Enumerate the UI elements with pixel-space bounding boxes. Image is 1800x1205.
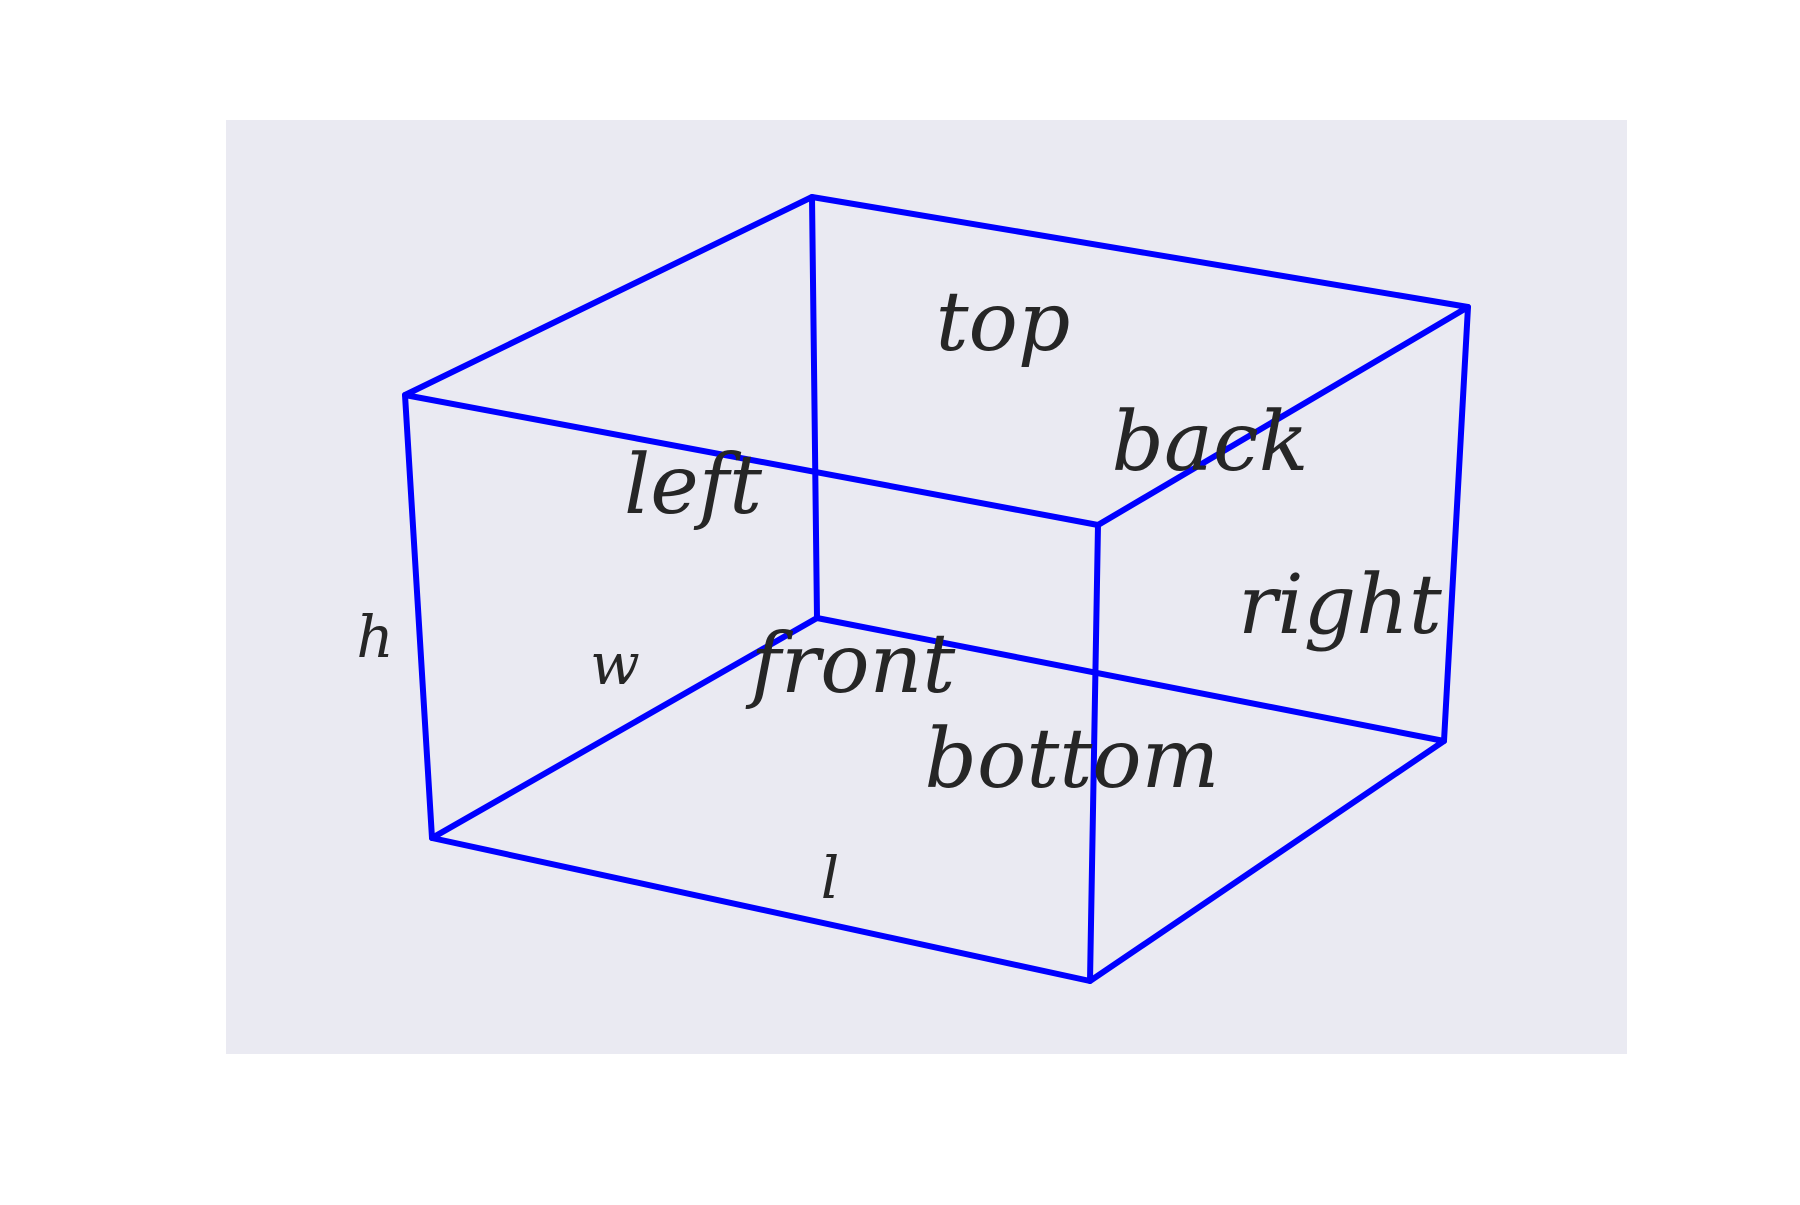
face-label-back: back (1111, 395, 1309, 490)
face-label-left: left (623, 438, 763, 533)
dimension-label-length: l (820, 844, 840, 912)
face-label-top: top (935, 275, 1071, 370)
dimension-label-height: h (356, 603, 394, 671)
face-label-bottom: bottom (924, 712, 1220, 807)
face-label-right: right (1238, 558, 1442, 653)
face-label-front: front (750, 617, 956, 712)
dimension-label-width: w (590, 630, 640, 698)
